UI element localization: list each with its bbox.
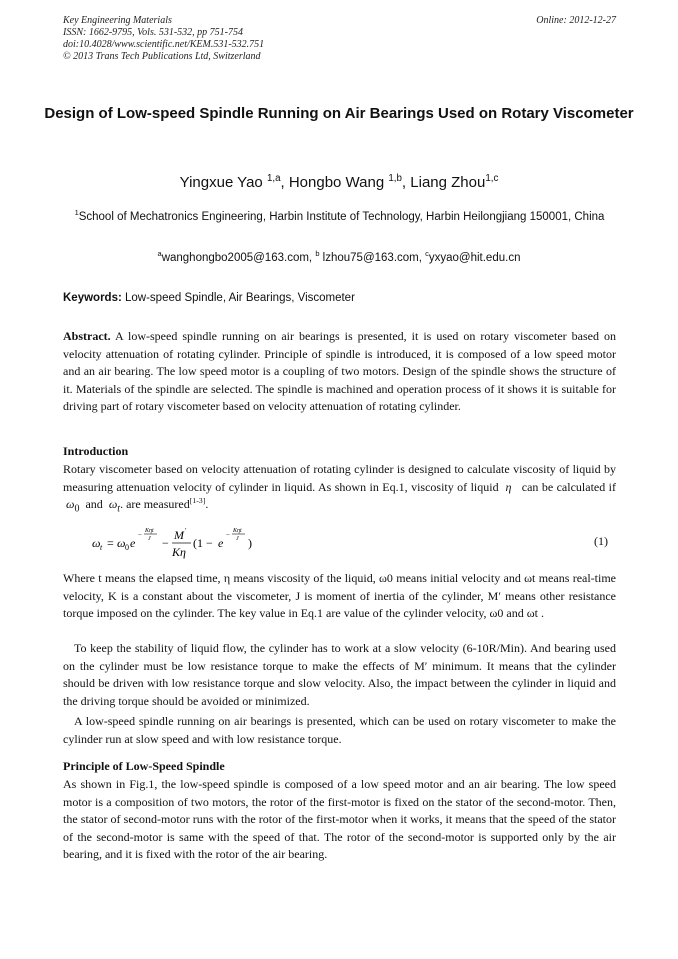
svg-text:−: − — [226, 531, 230, 539]
author-name: Hongbo Wang — [288, 174, 385, 191]
equation-graphic — [90, 523, 290, 561]
abstract-text: A low-speed spindle running on air bearings is presented, it is used on rotary viscometer based on velocity attenuation of rotating cylinder. Principle of spindle is introduced, it is composed of a low speed motor and an air bearing. The low speed motor is a coupling of two motors. Design of the spindle shows the structure of it. Materials of the spindle are selected. The spindle is machined and operation process of it shows it is suitable for driving part of rotary viscometer based on velocity attenuation of rotating cylinder. — [63, 329, 616, 413]
equation-1 — [90, 523, 616, 561]
section-heading: Principle of Low-Speed Spindle — [63, 759, 225, 773]
svg-text:=: = — [107, 536, 114, 550]
section-heading: Introduction — [63, 444, 129, 458]
copyright-line: © 2013 Trans Tech Publications Ltd, Switzerland — [63, 51, 261, 62]
online-date: Online: 2012-12-27 — [536, 15, 616, 26]
affiliation: $^1$School of Mechatronics Engineering, Harbin Institute of Technology, Harbin Heilongjiang 150001, China — [74, 208, 605, 223]
section2-paragraph-1: As shown in Fig.1, the low-speed spindle is composed of a low speed motor and an air bearing. The low speed motor is a composition of two motors, the rotor of the first-motor is fixed on the stator of the second-motor. Then, the stator of second-motor runs with the rotor of the first-motor when it works, it means that the speed of the stator of the second-motor is same with the speed of that. The rotor of the second-motor is supported only by the air bearing, and it is fixed with the rotor of the air bearing. — [63, 777, 616, 861]
email-link[interactable]: yxyao@hit.edu.cn — [428, 252, 521, 264]
email-link[interactable]: wanghongbo2005@163.com — [161, 252, 309, 264]
svg-text:′: ′ — [185, 527, 187, 535]
svg-text:Kηt: Kηt — [233, 528, 242, 534]
author-sup: 1,a — [266, 173, 281, 184]
svg-text:): ) — [248, 536, 252, 550]
intro-paragraph-1: Rotary viscometer based on velocity attenuation of rotating cylinder is designed to calculate viscosity of liquid by measuring attenuation velocity of cylinder in liquid. As shown in Eq.1, viscosity of liquid η can be calculated if $\omega_0$ and $\omega_t$. are measured[1-3]. — [63, 462, 616, 515]
equation-number: (1) — [594, 534, 608, 548]
issn-line: ISSN: 1662-9795, Vols. 531-532, pp 751-754 — [63, 27, 243, 38]
intro-paragraph-2: Where t means the elapsed time, η means viscosity of the liquid, ω0 means initial velocity and ωt means real-time velocity, K is a constant about the viscometer, J is moment of inertia of the cylinder, M′ means other resistance torque imposed on the cylinder. The key value in Eq.1 are value of the cylinder velocity, ω0 and ωt . — [63, 571, 616, 620]
author-name: Liang Zhou — [410, 174, 486, 191]
svg-text:ω: ω — [92, 536, 101, 550]
author-list: Yingxue Yao $^{1,a}$, Hongbo Wang $^{1,b}$, Liang Zhou$^{1,c}$ — [179, 173, 499, 191]
svg-text:−: − — [138, 531, 142, 539]
svg-text:Kηt: Kηt — [145, 528, 154, 534]
email-link[interactable]: lzhou75@163.com — [322, 252, 419, 264]
svg-text:M: M — [174, 528, 184, 542]
svg-text:−: − — [162, 536, 169, 550]
svg-text:t: t — [100, 543, 103, 552]
keywords-label: Keywords: — [63, 292, 122, 304]
author-sup: 1,c — [485, 173, 499, 184]
intro-paragraph-4: A low-speed spindle running on air bearings is presented, which can be used on rotary viscometer to make the cylinder run at slow speed and with low resistance torque. — [63, 714, 616, 746]
keywords: Keywords: Low-speed Spindle, Air Bearings, Viscometer — [63, 292, 355, 304]
svg-text:(1 −: (1 − — [193, 536, 213, 550]
paper-title: Design of Low-speed Spindle Running on Air Bearings Used on Rotary Viscometer — [44, 105, 634, 122]
svg-text:J: J — [236, 536, 239, 542]
intro-paragraph-3: To keep the stability of liquid flow, the cylinder has to work at a slow velocity (6-10R/Min). And bearing used on the cylinder must be low resistance torque to make the effects of M′ minimum. It means that the cylinder should be driven with low resistance torque and slow velocity. Also, the impact between the cylinder in liquid and the driving torque should be avoided or minimized. — [63, 641, 616, 708]
email-list: $^a$wanghongbo2005@163.com, $^b$ lzhou75@163.com, $^c$yxyao@hit.edu.cn — [157, 249, 521, 264]
svg-text:0: 0 — [125, 543, 129, 552]
svg-text:Kη: Kη — [172, 545, 186, 559]
journal-name: Key Engineering Materials — [63, 15, 172, 26]
author-name: Yingxue Yao — [179, 174, 263, 191]
svg-text:ω: ω — [117, 536, 126, 550]
author-sup: 1,b — [388, 173, 402, 184]
abstract-label: Abstract. — [63, 329, 111, 343]
abstract — [63, 328, 616, 416]
svg-text:e: e — [130, 536, 136, 550]
svg-text:J: J — [148, 536, 151, 542]
doi-line: doi:10.4028/www.scientific.net/KEM.531-532.751 — [63, 39, 265, 50]
svg-text:e: e — [218, 536, 224, 550]
